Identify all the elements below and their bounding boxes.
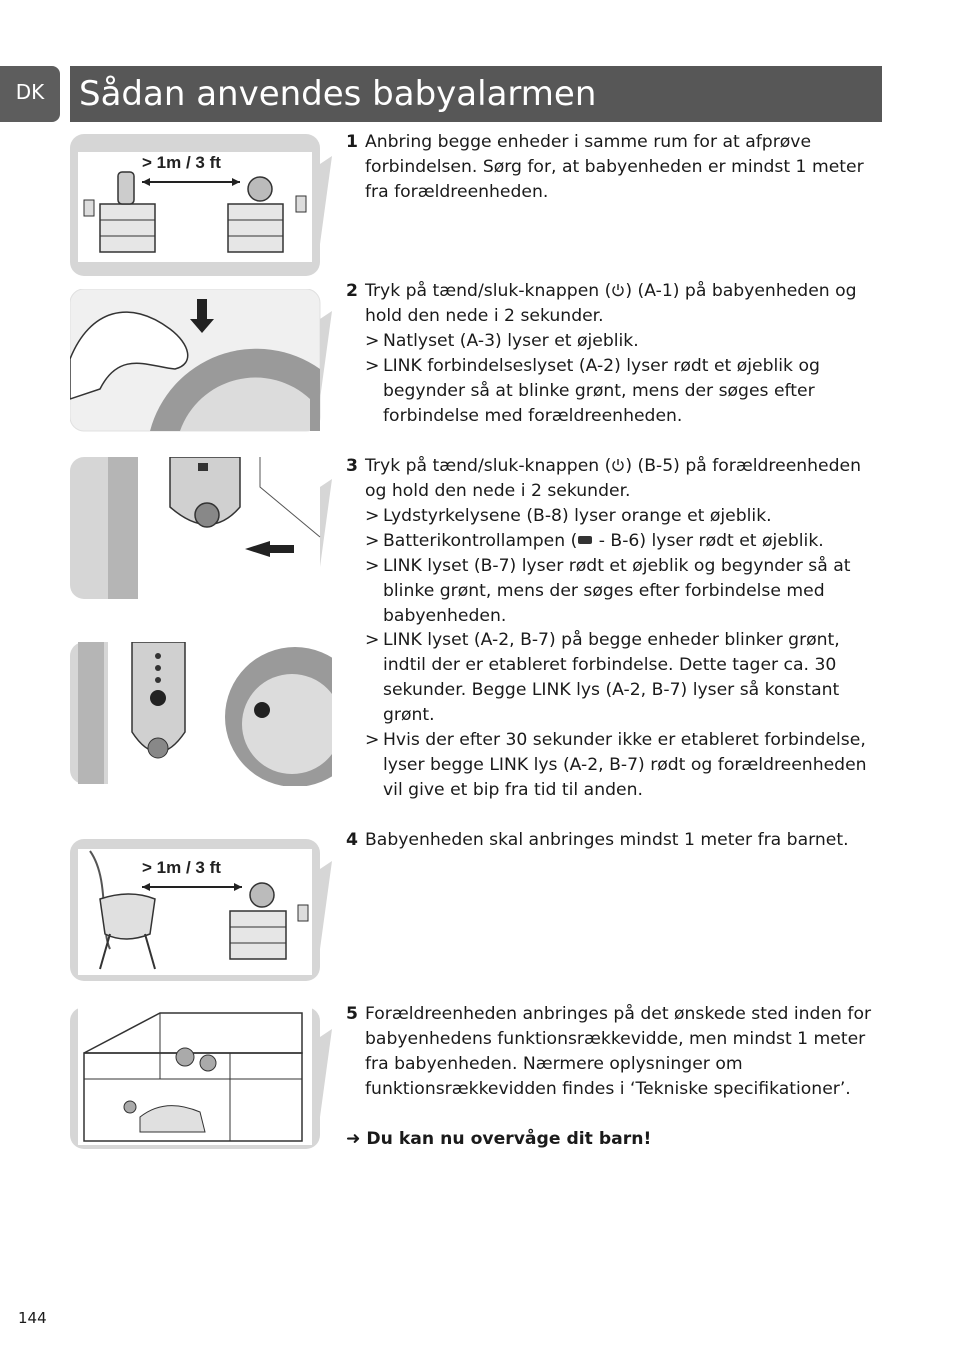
result-marker: > bbox=[365, 331, 380, 351]
batt-text-before: Batterikontrollampen ( bbox=[383, 531, 578, 551]
step-text: Anbring begge enheder i samme rum for at afprøve forbindelsen. Sørg for, at babyenheden er mindst 1 meter fra forældreenheden. bbox=[365, 132, 864, 202]
step-4 bbox=[346, 828, 886, 853]
power-icon bbox=[611, 283, 625, 297]
result-marker: > bbox=[365, 556, 380, 576]
step-number: 2 bbox=[346, 281, 358, 301]
sub-item: LINK lyset (A-2, B-7) på begge enheder blinker grønt, indtil der er etableret forbindelse. Dette tager ca. 30 sekunder. Begge LINK lys (A-2, B-7) lyser så konstant grønt. bbox=[383, 630, 840, 725]
result-marker: > bbox=[365, 630, 380, 650]
sub-item: LINK forbindelseslyset (A-2) lyser rødt et øjeblik og begynder så at blinke grønt, mens der søges efter forbindelse med forældreenheden. bbox=[383, 356, 820, 426]
distance-label-2: > 1m / 3 ft bbox=[142, 858, 221, 877]
step-text-before: Tryk på tænd/sluk-knappen ( bbox=[365, 456, 612, 476]
result-marker: > bbox=[365, 506, 380, 526]
step-text: Forældreenheden anbringes på det ønskede sted inden for babyenhedens funktionsrækkevidde, men mindst 1 meter fra babyenheden. Nærmere oplysninger om funktionsrækkevidden findes i ‘Tekniske specifikationer’. bbox=[365, 1004, 872, 1099]
link-notes bbox=[346, 628, 886, 803]
illustration-step-2 bbox=[70, 289, 332, 433]
result-text: Du kan nu overvåge dit barn! bbox=[366, 1129, 652, 1149]
illustration-step-5 bbox=[70, 1007, 332, 1151]
batt-text-after: - B-6) lyser rødt et øjeblik. bbox=[593, 531, 824, 551]
step-1 bbox=[346, 130, 886, 205]
result-marker: > bbox=[365, 531, 380, 551]
page-title: Sådan anvendes babyalarmen bbox=[70, 66, 882, 122]
step-2 bbox=[346, 279, 886, 429]
result-marker: > bbox=[365, 730, 380, 750]
step-5 bbox=[346, 1002, 886, 1152]
sub-item: Lydstyrkelysene (B-8) lyser orange et øjeblik. bbox=[383, 506, 772, 526]
step-text-after: ) (B-5) på forældreenheden og hold den nede i 2 sekunder. bbox=[365, 456, 862, 501]
step-number: 1 bbox=[346, 132, 358, 152]
step-3 bbox=[346, 454, 886, 629]
step-number: 4 bbox=[346, 830, 358, 850]
page-number: 144 bbox=[18, 1309, 47, 1327]
result-marker: > bbox=[365, 356, 380, 376]
illustration-step-4 bbox=[70, 839, 332, 983]
result-line bbox=[346, 1127, 886, 1152]
distance-label: > 1m / 3 ft bbox=[142, 153, 221, 172]
sub-item: LINK lyset (B-7) lyser rødt et øjeblik og begynder så at blinke grønt, mens der søges efter forbindelse med babyenheden. bbox=[383, 556, 851, 626]
battery-icon bbox=[578, 536, 592, 544]
step-number: 3 bbox=[346, 456, 358, 476]
power-icon bbox=[611, 458, 625, 472]
language-tab: DK bbox=[0, 66, 60, 122]
illustration-step-1 bbox=[70, 134, 332, 278]
sub-item: Hvis der efter 30 sekunder ikke er etableret forbindelse, lyser begge LINK lys (A-2, B-7) rødt og forældreenheden vil give et bip fra tid til anden. bbox=[383, 730, 867, 800]
step-text: Babyenheden skal anbringes mindst 1 meter fra barnet. bbox=[365, 830, 849, 850]
step-text-before: Tryk på tænd/sluk-knappen ( bbox=[365, 281, 612, 301]
illustration-step-3 bbox=[70, 457, 332, 601]
illustration-link-lights bbox=[70, 642, 332, 786]
arrow-icon: ➜ bbox=[346, 1129, 361, 1149]
sub-item: Natlyset (A-3) lyser et øjeblik. bbox=[383, 331, 639, 351]
step-number: 5 bbox=[346, 1004, 358, 1024]
step-text-after: ) (A-1) på babyenheden og hold den nede i 2 sekunder. bbox=[365, 281, 857, 326]
